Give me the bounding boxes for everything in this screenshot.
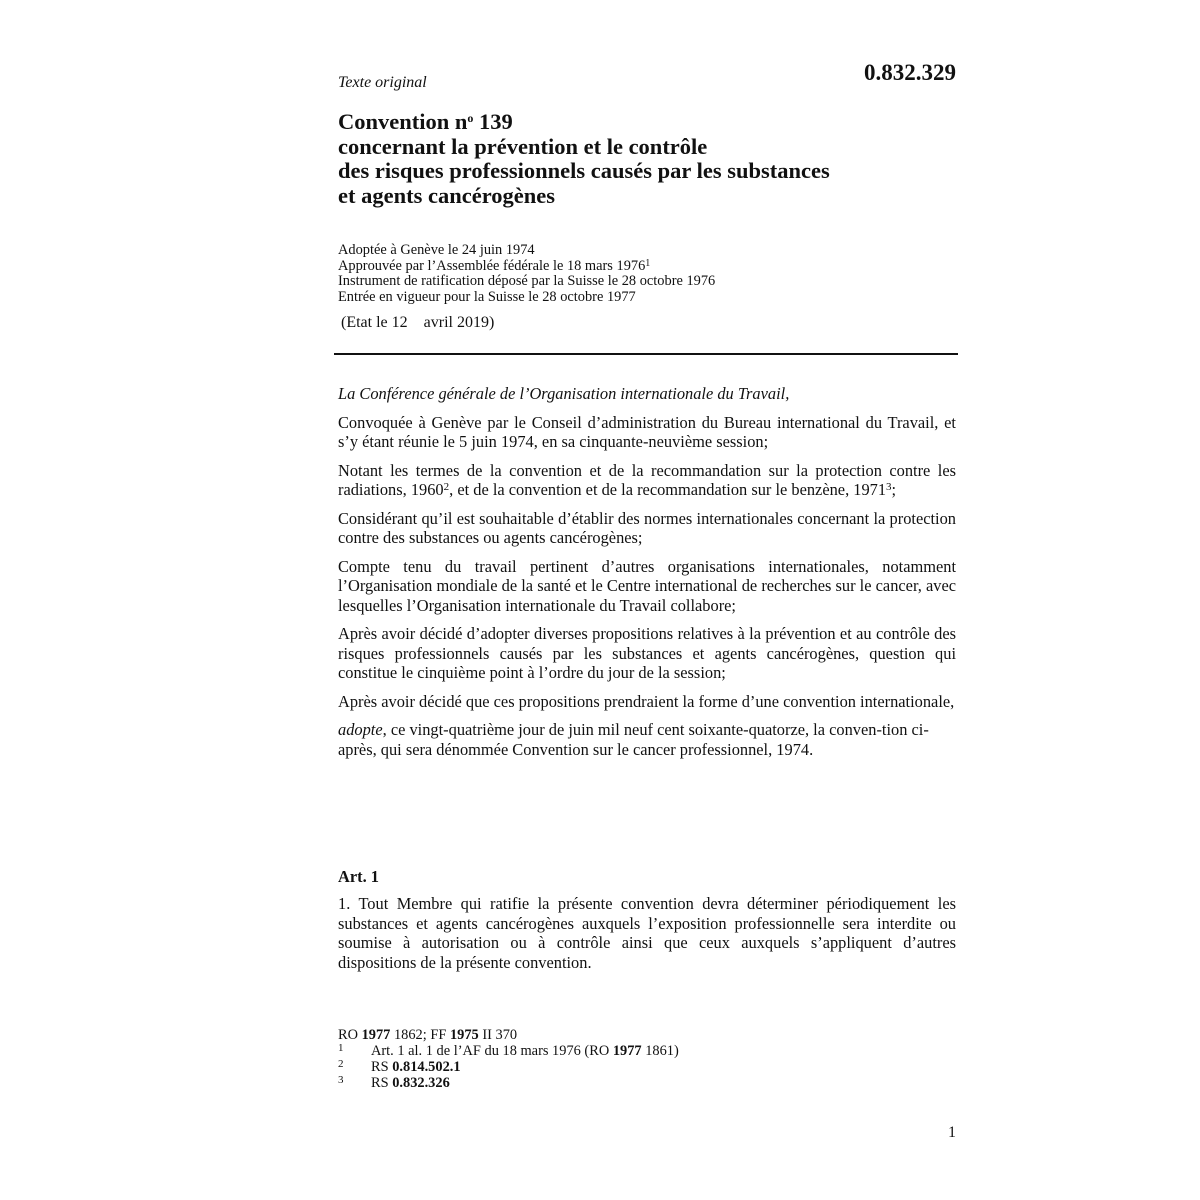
approved-date: Approuvée par l’Assemblée fédérale le 18 mars 1976$^1$ <box>338 257 651 274</box>
preamble-paragraph: Convoquée à Genève par le Conseil d’administration du Bureau international du Travail, et s’y étant réunie le 5 juin 1974, en sa cinquante-neuvième session; <box>338 412 956 451</box>
page-number: 1 <box>948 1124 956 1141</box>
footnote-ref-3[interactable]: 3 <box>886 481 892 493</box>
preamble-paragraph: Considérant qu’il est souhaitable d’établir des normes internationales concernant la protection contre des substances ou agents cancérogènes; <box>338 508 956 547</box>
footnote-3: 3 RS 0.832.326 <box>338 1074 450 1091</box>
preamble-paragraph: Notant les termes de la convention et de la recommandation sur la protection contre les radiations, 1960$^2$, et de la convention et de la recommandation sur le benzène, 1971$^3$; <box>338 460 956 499</box>
ratification-date: Instrument de ratification déposé par la Suisse le 28 octobre 1976 <box>338 273 716 289</box>
preamble-paragraph: Après avoir décidé que ces propositions prendraient la forme d’une convention internationale, <box>338 691 955 711</box>
etat-date: (Etat le 12 avril 2019) <box>341 314 495 331</box>
rs-link[interactable]: 0.832.326 <box>392 1075 450 1091</box>
article-1-heading: Art. 1 <box>338 867 379 886</box>
footnote-ref-1[interactable]: 1 <box>645 257 651 269</box>
footnote-number: 2 <box>338 1058 344 1070</box>
footnote-number: 1 <box>338 1042 344 1054</box>
title-line-1: Convention $n^o$ 139 <box>338 109 513 134</box>
rs-link[interactable]: 0.814.502.1 <box>392 1059 461 1075</box>
title-line-3: des risques professionnels causés par les substances <box>338 158 830 183</box>
adopted-date: Adoptée à Genève le 24 juin 1974 <box>338 242 535 258</box>
preamble-paragraph: Après avoir décidé d’adopter diverses propositions relatives à la prévention et au contrôle des risques professionnels causés par les substances et agents cancérogènes, question qui constitue le cinquième point à l’ordre du jour de la session; <box>338 624 956 682</box>
texte-original-label: Texte original <box>338 74 427 91</box>
header-divider <box>334 353 958 355</box>
footnote-ref-2[interactable]: 2 <box>443 481 450 493</box>
preamble-intro: La Conférence générale de l’Organisation internationale du Travail, <box>338 384 790 403</box>
title-line-2: concernant la prévention et le contrôle <box>338 133 708 159</box>
title-line-4: et agents cancérogènes <box>338 182 556 208</box>
adoption-dates <box>338 243 958 305</box>
official-references: RO 1977 1862; FF 1975 II 370 <box>338 1027 518 1043</box>
footnote-2: 2 RS 0.814.502.1 <box>338 1058 461 1075</box>
in-force-date: Entrée en vigueur pour la Suisse le 28 octobre 1977 <box>338 288 636 305</box>
preamble-adoption: adopte, ce vingt-quatrième jour de juin mil neuf cent soixante-quatorze, la conven-tion ci-après, qui sera dénommée Convention sur le cancer professionnel, 1974. <box>338 720 929 759</box>
footnote-number: 3 <box>338 1074 344 1086</box>
article-1-text: 1. Tout Membre qui ratifie la présente convention devra déterminer périodiquement les substances et agents cancérogènes auxquels l’exposition professionnelle sera interdite ou soumise à autorisation ou à contrôle ainsi que ceux auxquels s’appliquent d’autres dispositions de la présente convention. <box>338 894 956 972</box>
footnote-1: 1 Art. 1 al. 1 de l’AF du 18 mars 1976 (RO 1977 1861) <box>338 1042 679 1059</box>
sr-number: 0.832.329 <box>864 60 956 85</box>
preamble <box>338 384 956 768</box>
preamble-paragraph: Compte tenu du travail pertinent d’autres organisations internationales, notamment l’Organisation mondiale de la santé et le Centre international de recherches sur le cancer, avec lesquelles l’Organisation internationale du Travail collabore; <box>338 556 956 615</box>
document-title <box>338 110 958 208</box>
footnotes <box>338 1027 958 1091</box>
